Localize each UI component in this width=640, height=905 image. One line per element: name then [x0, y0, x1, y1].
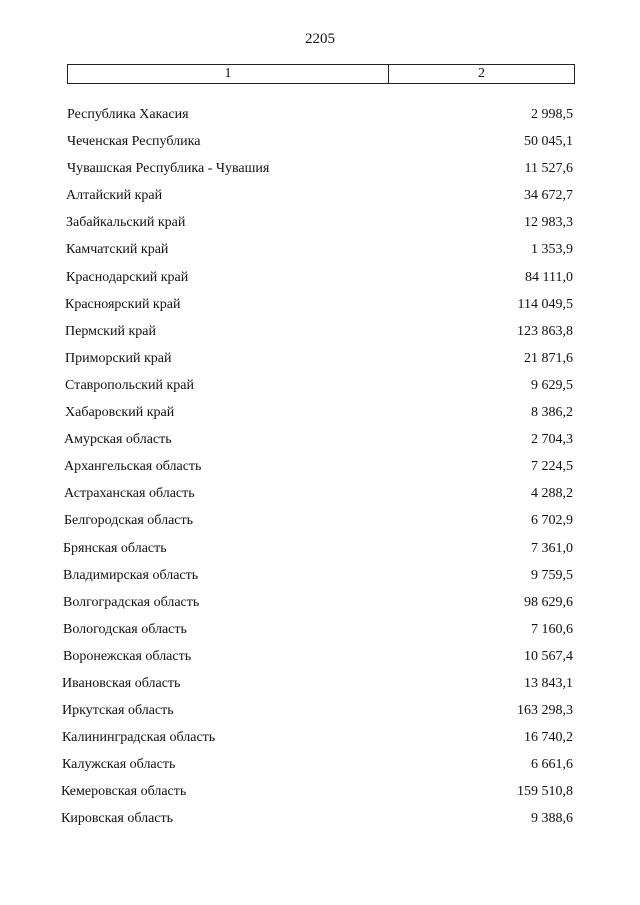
region-name: Кировская область: [61, 811, 174, 827]
region-name: Пермский край: [65, 323, 156, 339]
region-name: Алтайский край: [66, 188, 163, 204]
table-row: [0, 215, 640, 242]
region-name: Иркутская область: [62, 703, 174, 719]
region-name: Воронежская область: [63, 648, 192, 664]
region-value: 4 288,2: [531, 486, 573, 502]
column-header-1: 1: [68, 65, 389, 83]
region-name: Брянская область: [63, 540, 167, 556]
region-value: 6 661,6: [531, 757, 573, 773]
region-value: 163 298,3: [517, 703, 573, 719]
region-name: Архангельская область: [64, 459, 202, 475]
table-row: [0, 134, 640, 161]
table-row: [0, 107, 640, 134]
table-row: [0, 541, 640, 568]
table-row: [0, 242, 640, 269]
region-name: Приморский край: [65, 350, 172, 366]
region-name: Краснодарский край: [66, 269, 189, 285]
table-row: [0, 513, 640, 540]
table-row: [0, 676, 640, 703]
table-row: [0, 649, 640, 676]
table-row: [0, 486, 640, 513]
region-value: 7 361,0: [531, 540, 573, 556]
region-name: Вологодская область: [63, 621, 187, 637]
region-name: Астраханская область: [64, 486, 195, 502]
table-body: [0, 107, 640, 839]
region-name: Красноярский край: [65, 296, 181, 312]
table-row: [0, 188, 640, 215]
region-value: 16 740,2: [524, 730, 573, 746]
region-value: 159 510,8: [517, 784, 573, 800]
region-name: Калужская область: [62, 757, 176, 773]
table-row: [0, 405, 640, 432]
region-name: Забайкальский край: [66, 215, 186, 231]
region-name: Республика Хакасия: [67, 107, 189, 122]
table-row: [0, 432, 640, 459]
region-value: 98 629,6: [524, 594, 573, 610]
column-header-2: 2: [478, 66, 485, 81]
table-row: [0, 378, 640, 405]
region-value: 2 998,5: [531, 107, 573, 122]
region-value: 13 843,1: [524, 675, 573, 691]
region-value: 1 353,9: [531, 242, 573, 258]
table-row: [0, 297, 640, 324]
region-value: 8 386,2: [531, 405, 573, 421]
table-row: [0, 730, 640, 757]
region-value: 50 045,1: [524, 134, 573, 150]
region-value: 123 863,8: [517, 323, 573, 339]
table-row: [0, 757, 640, 784]
region-value: 9 629,5: [531, 377, 573, 393]
table-row: [0, 161, 640, 188]
table-row: [0, 459, 640, 486]
region-value: 12 983,3: [524, 215, 573, 231]
table-row: [0, 703, 640, 730]
region-value: 114 049,5: [517, 296, 573, 312]
table-row: [0, 351, 640, 378]
table-row: [0, 784, 640, 811]
region-value: 84 111,0: [525, 269, 573, 285]
region-value: 10 567,4: [524, 648, 573, 664]
region-name: Волгоградская область: [63, 594, 200, 610]
table-row: [0, 324, 640, 351]
region-name: Калининградская область: [62, 730, 216, 746]
region-value: 2 704,3: [531, 432, 573, 448]
region-value: 21 871,6: [524, 350, 573, 366]
region-value: 6 702,9: [531, 513, 573, 529]
region-value: 7 160,6: [531, 621, 573, 637]
region-name: Амурская область: [64, 432, 172, 448]
table-row: [0, 811, 640, 838]
region-name: Чувашская Республика - Чувашия: [67, 161, 270, 177]
region-value: 9 759,5: [531, 567, 573, 583]
region-name: Ивановская область: [62, 675, 181, 691]
region-name: Белгородская область: [64, 513, 194, 529]
region-name: Владимирская область: [63, 567, 199, 583]
region-name: Ставропольский край: [65, 377, 194, 393]
table-header: [67, 64, 575, 84]
region-value: 7 224,5: [531, 459, 573, 475]
region-name: Камчатский край: [66, 242, 169, 258]
table-row: [0, 270, 640, 297]
region-value: 11 527,6: [524, 161, 573, 177]
table-row: [0, 568, 640, 595]
region-name: Хабаровский край: [65, 405, 175, 421]
region-name: Кемеровская область: [61, 784, 187, 800]
page-number: 2205: [305, 31, 335, 47]
region-value: 34 672,7: [524, 188, 573, 204]
table-row: [0, 595, 640, 622]
region-name: Чеченская Республика: [67, 134, 201, 150]
table-row: [0, 622, 640, 649]
region-value: 9 388,6: [531, 811, 573, 827]
